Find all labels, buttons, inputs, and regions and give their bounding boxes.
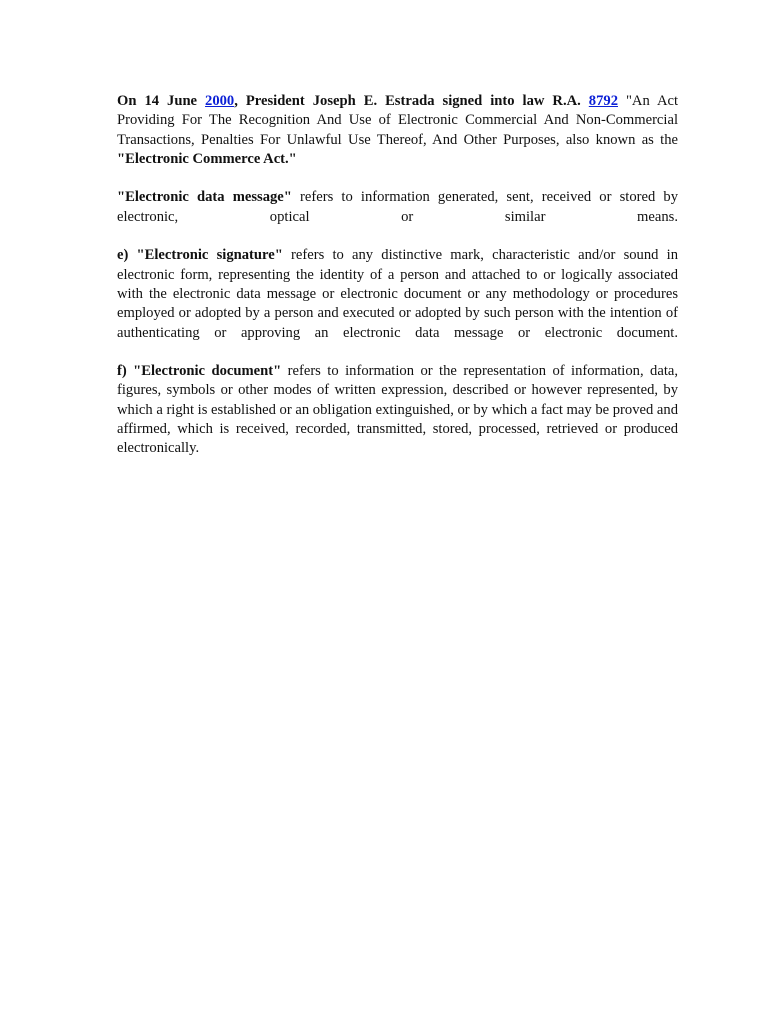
intro-mid: , President Joseph E. Estrada signed into law R.A. [234, 93, 589, 109]
definition-data-message [117, 188, 678, 227]
intro-lead: On 14 June [117, 93, 206, 109]
definition-text: refers to information or the representation of information, data, figures, symbols or other modes of written expression, described or however represented, by which a right is established or an obligation extinguished, or by which a fact may be proved and affirmed, which is received, recorded, transmitted, stored, processed, retrieved or produced electronically. [117, 363, 678, 457]
definition-text: refers to any distinctive mark, characteristic and/or sound in electronic form, representing the identity of a person and attached to or logically associated with the electronic data message or electronic document or any methodology or procedures employed or adopted by a person and executed or adopted by such person with the intention of authenticating or approving an electronic data message or electronic document. [117, 247, 678, 341]
definition-text: refers to information generated, sent, received or stored by electronic, optical or similar means. [117, 189, 678, 225]
definition-term: f) "Electronic document" [117, 363, 282, 380]
document-body [117, 92, 678, 478]
act-name: "Electronic Commerce Act." [117, 150, 297, 167]
ra-number-link[interactable]: 8792 [588, 93, 618, 109]
definition-electronic-signature [117, 246, 678, 342]
year-link[interactable]: 2000 [205, 93, 235, 109]
definition-electronic-document [117, 362, 678, 458]
intro-rest: "An Act Providing For The Recognition And Use of Electronic Commercial And Non-Commercial Transactions, Penalties For Unlawful Use Thereof, And Other Purposes, also known as the [117, 93, 679, 148]
intro-paragraph [117, 92, 678, 169]
definition-term: "Electronic data message" [117, 189, 292, 206]
definition-term: e) "Electronic signature" [117, 247, 283, 264]
